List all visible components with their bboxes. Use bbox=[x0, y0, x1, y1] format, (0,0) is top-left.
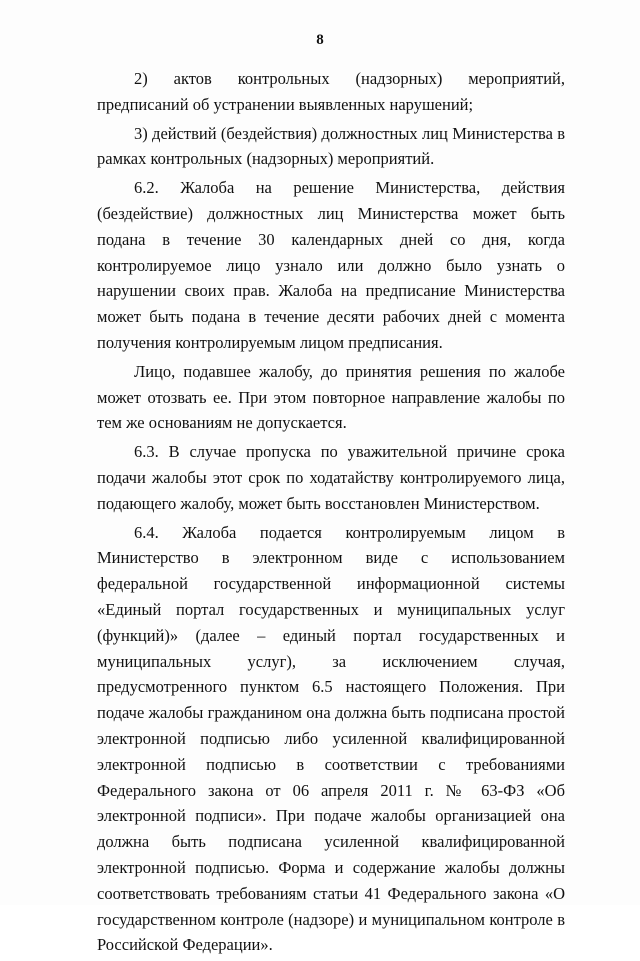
paragraph-3-actions: 3) действий (бездействия) должностных лиц Министерства в рамках контрольных (надзорных) мероприятий. bbox=[97, 123, 565, 169]
paragraph-6-4: 6.4. Жалоба подается контролируемым лицом в Министерство в электронном виде с использованием федеральной государственной информационной системы «Единый портал государственных и муниципальных услуг (функций)» (далее – единый портал государственных и муниципальных услуг), за исключением случая, предусмотренного пунктом 6.5 настоящего Положения. При подаче жалобы гражданином она должна быть подписана простой электронной подписью либо усиленной квалифицированной электронной подписью в соответствии с требованиями Федерального закона от 06 апреля 2011 г. № 63-ФЗ «Об электронной подписи». При подаче жалобы организацией она должна быть подписана усиленной квалифицированной электронной подписью. Форма и содержание жалобы должны соответствовать требованиям статьи 41 Федерального закона «О государственном контроле (надзоре) и муниципальном контроле в Российской Федерации». bbox=[97, 522, 565, 955]
paragraph-6-2: 6.2. Жалоба на решение Министерства, действия (бездействие) должностных лиц Министерства может быть подана в течение 30 календарных дней со дня, когда контролируемое лицо узнало или должно было узнать о нарушении своих прав. Жалоба на предписание Министерства может быть подана в течение десяти рабочих дней с момента получения контролируемым лицом предписания. bbox=[97, 178, 565, 352]
paragraph-2-acts: 2) актов контрольных (надзорных) мероприятий, предписаний об устранении выявленных нарушений; bbox=[97, 69, 565, 114]
paragraph-withdrawal: Лицо, подавшее жалобу, до принятия решения по жалобе может отозвать ее. При этом повторное направление жалобы по тем же основаниям не допускается. bbox=[97, 361, 565, 433]
document-body bbox=[97, 66, 565, 961]
page-number: 8 bbox=[316, 32, 324, 48]
paragraph-6-3: 6.3. В случае пропуска по уважительной причине срока подачи жалобы этот срок по ходатайству контролируемого лица, подающего жалобу, может быть восстановлен Министерством. bbox=[97, 442, 565, 513]
